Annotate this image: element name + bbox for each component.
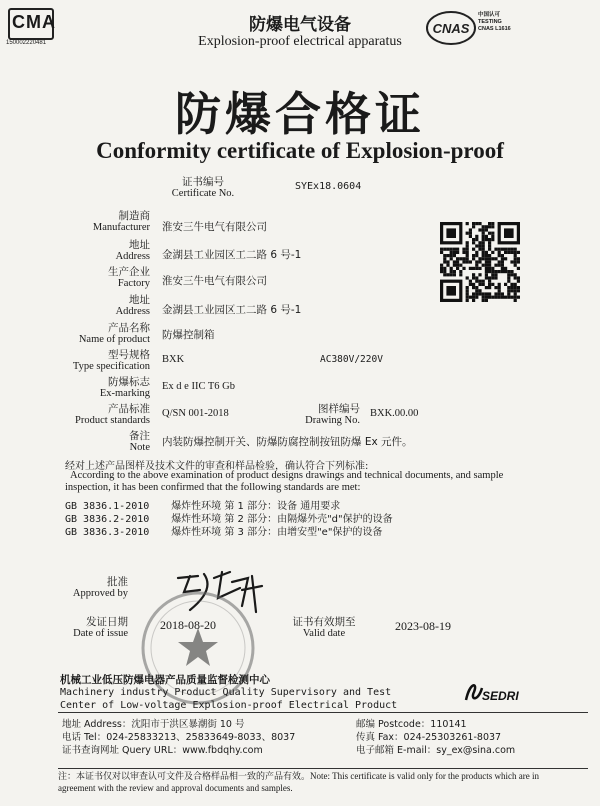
footer-address: 地址 Address：沈阳市于洪区暴潮街 10 号 bbox=[62, 719, 245, 730]
header-title-zh: 防爆电气设备 bbox=[249, 15, 351, 35]
valid-date-label bbox=[260, 616, 388, 640]
cert-no-label-zh: 证书编号 bbox=[182, 176, 224, 188]
address2-value: 金湖县工业园区工二路 6 号-1 bbox=[162, 304, 302, 316]
type-spec-label-zh: 型号规格 bbox=[108, 349, 150, 361]
cnas-text bbox=[478, 12, 538, 33]
issue-date-label-zh: 发证日期 bbox=[86, 616, 128, 628]
ex-marking-value: Ex d e IIC T6 Gb bbox=[162, 381, 236, 392]
note-label-zh: 备注 bbox=[129, 430, 150, 442]
drawing-no-label bbox=[230, 403, 360, 427]
product-standards-value: Q/SN 001-2018 bbox=[162, 408, 229, 419]
standard-desc: 爆炸性环境 第 3 部分：由增安型"e"保护的设备 bbox=[171, 527, 383, 538]
factory-label bbox=[0, 266, 150, 290]
center-name-en-2: Center of Low-voltage Explosion-proof Electrical Product bbox=[60, 700, 398, 711]
cnas-line-1: 中国认可 bbox=[478, 12, 501, 18]
note-value: 内装防爆控制开关、防爆防腐控制按钮防爆 Ex 元件。 bbox=[162, 436, 413, 448]
address1-label bbox=[0, 239, 150, 263]
cma-code: 150002220481 bbox=[6, 40, 47, 46]
product-name-label-en: Name of product bbox=[78, 334, 150, 345]
validity-note-zh: 注：本证书仅对以审查认可文件及合格样品相一致的产品有效。 bbox=[58, 772, 311, 782]
address1-label-zh: 地址 bbox=[129, 239, 150, 251]
standard-desc: 爆炸性环境 第 2 部分：由隔爆外壳"d"保护的设备 bbox=[171, 514, 393, 525]
product-standards-label-zh: 产品标准 bbox=[108, 403, 150, 415]
footer-email: 电子邮箱 E-mail：sy_ex@sina.com bbox=[356, 745, 516, 756]
approved-by-label-en: Approved by bbox=[72, 588, 128, 599]
validity-note-en-a: Note: This certificate is valid only for the products which are in bbox=[310, 771, 540, 781]
sedri-logo-icon bbox=[462, 678, 520, 704]
cnas-line-3: CNAS L1616 bbox=[478, 26, 511, 32]
ex-marking-label-zh: 防爆标志 bbox=[108, 376, 150, 388]
footer-postcode: 邮编 Postcode：110141 bbox=[356, 719, 467, 730]
statement-en-1: According to the above examination of product designs drawings and technical documents, and sample bbox=[70, 470, 504, 481]
standard-code: GB 3836.2-2010 bbox=[65, 514, 150, 525]
product-name-value: 防爆控制箱 bbox=[162, 329, 215, 341]
issue-date-value: 2018-08-20 bbox=[160, 618, 216, 632]
statement-en-2: inspection, it has been confirmed that the following standards are met: bbox=[65, 482, 361, 493]
note-label-en: Note bbox=[129, 442, 150, 453]
statement-zh: 经对上述产品图样及技术文件的审查和样品检验，确认符合下列标准: bbox=[65, 461, 369, 472]
footer-query-url: 证书查询网址 Query URL：www.fbdqhy.com bbox=[62, 745, 263, 756]
address2-label-zh: 地址 bbox=[129, 294, 150, 306]
manufacturer-label-zh: 制造商 bbox=[118, 210, 150, 222]
cert-no-value: SYEx18.0604 bbox=[295, 181, 362, 192]
standard-desc: 爆炸性环境 第 1 部分：设备 通用要求 bbox=[171, 501, 341, 512]
header-title-en: Explosion-proof electrical apparatus bbox=[198, 34, 402, 49]
factory-label-zh: 生产企业 bbox=[108, 266, 150, 278]
address1-value: 金湖县工业园区工二路 6 号-1 bbox=[162, 249, 302, 261]
cert-no-label-en: Certificate No. bbox=[171, 188, 235, 199]
drawing-no-label-en: Drawing No. bbox=[305, 415, 360, 426]
product-standards-label bbox=[0, 403, 150, 427]
address2-label bbox=[0, 294, 150, 318]
certificate-title-en: Conformity certificate of Explosion-proof bbox=[96, 138, 504, 163]
product-name-label-zh: 产品名称 bbox=[108, 322, 150, 334]
footer-tel: 电话 Tel：024-25833213、25833649-8033、8037 bbox=[62, 732, 296, 743]
valid-date-label-en: Valid date bbox=[302, 628, 346, 639]
cert-no-label bbox=[138, 176, 268, 200]
issue-date-label bbox=[0, 616, 128, 640]
type-spec-label bbox=[0, 349, 150, 373]
cnas-line-2: TESTING bbox=[478, 19, 502, 25]
standard-code: GB 3836.1-2010 bbox=[65, 501, 150, 512]
validity-note-en-b: agreement with the review and approval documents and samples. bbox=[58, 783, 293, 793]
issue-date-label-en: Date of issue bbox=[73, 628, 128, 639]
address2-label-en: Address bbox=[115, 306, 150, 317]
product-name-label bbox=[0, 322, 150, 346]
approved-by-label-zh: 批准 bbox=[107, 576, 128, 588]
note-label bbox=[0, 430, 150, 454]
standard-code: GB 3836.3-2010 bbox=[65, 527, 150, 538]
center-name-en-1: Machinery industry Product Quality Supervisory and Test bbox=[60, 687, 392, 698]
validity-note bbox=[58, 768, 588, 795]
valid-date-label-zh: 证书有效期至 bbox=[292, 616, 356, 628]
drawing-no-value: BXK.00.00 bbox=[370, 408, 419, 419]
qr-code-icon bbox=[440, 222, 520, 302]
certificate-title-zh: 防爆合格证 bbox=[175, 87, 425, 141]
valid-date-value: 2023-08-19 bbox=[395, 619, 451, 633]
type-spec-voltage: AC380V/220V bbox=[320, 354, 383, 365]
footer-fax: 传真 Fax：024-25303261-8037 bbox=[356, 732, 502, 743]
sedri-logo-text: SEDRI bbox=[482, 689, 519, 703]
product-standards-label-en: Product standards bbox=[75, 415, 150, 426]
standard-row bbox=[65, 523, 382, 538]
manufacturer-value: 淮安三牛电气有限公司 bbox=[162, 221, 267, 233]
ex-marking-label-en: Ex-marking bbox=[99, 388, 150, 399]
factory-label-en: Factory bbox=[117, 278, 150, 289]
approved-by-label bbox=[0, 576, 128, 600]
manufacturer-label-en: Manufacturer bbox=[92, 222, 150, 233]
drawing-no-label-zh: 图样编号 bbox=[318, 403, 360, 415]
factory-value: 淮安三牛电气有限公司 bbox=[162, 275, 267, 287]
address1-label-en: Address bbox=[115, 251, 150, 262]
cma-logo-letters: CMA bbox=[12, 12, 56, 32]
ex-marking-label bbox=[0, 376, 150, 400]
manufacturer-label bbox=[0, 210, 150, 234]
type-spec-label-en: Type specification bbox=[72, 361, 150, 372]
cnas-logo-text: CNAS bbox=[432, 21, 470, 36]
center-name-zh: 机械工业低压防爆电器产品质量监督检测中心 bbox=[60, 674, 270, 686]
type-spec-value: BXK bbox=[162, 354, 185, 365]
